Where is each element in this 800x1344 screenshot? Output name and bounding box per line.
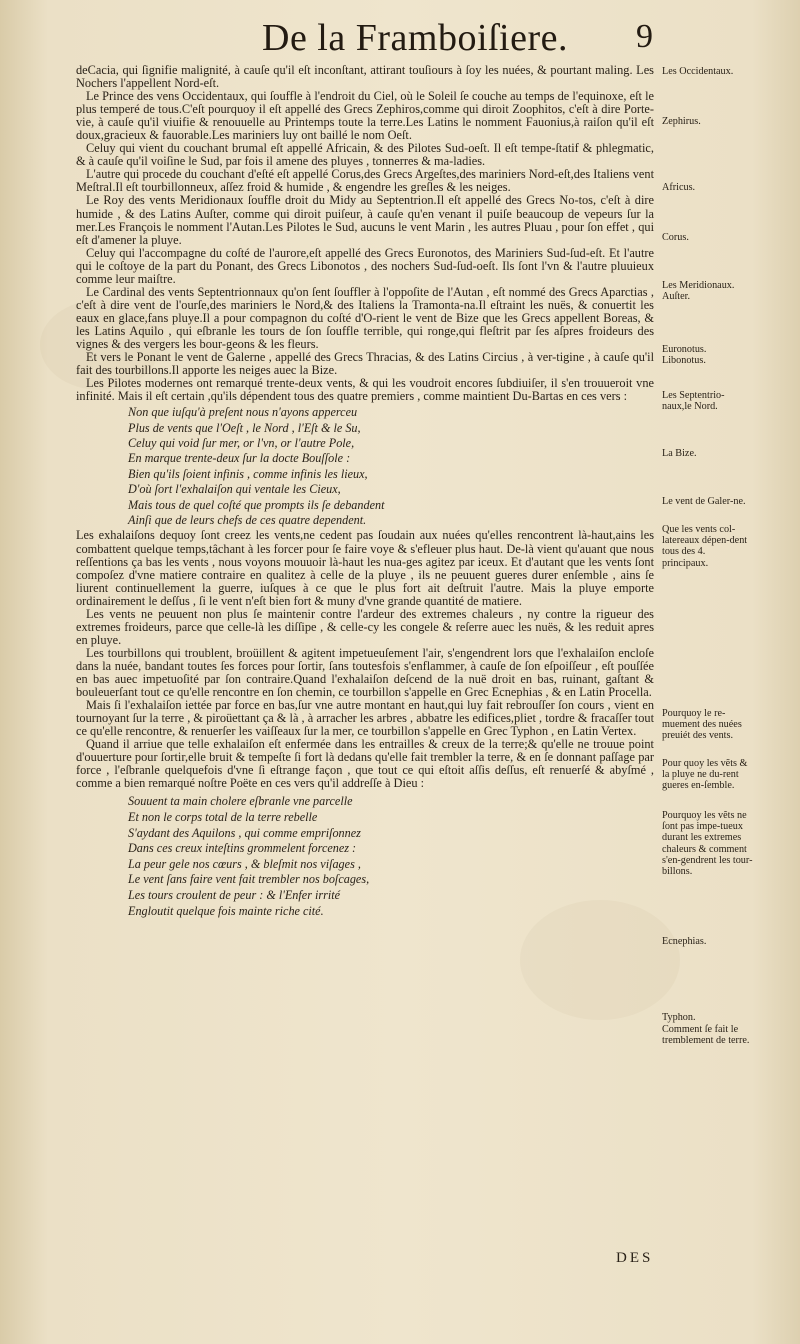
paragraph: Le Cardinal des vents Septentrionnaux qu'on ſent ſouffler à l'oppoſite de l'Autan , eſt nommé des Grecs Aparctias , c'eſt à dire vent de l'ourſe,des mariniers le Nord,& des Italiens la Tramonta-na.Il eſtraint les nuës, & conuertit les eaux en glace,fans pluye.Il a pour compagnon du coſté d'O-rient le vent de Bize que les Grecs appellent Boreas, & les Latins Aquilo , qui eſbranle les tours de ſon ſouffle terrible, qui ronge,qui fleſtrit par ſes aſpres froideurs des vignes & des vergers les bour-geons & les fleurs. — [76, 284, 654, 351]
verse-line: Le vent ſans faire vent fait trembler nos boſcages, — [128, 872, 370, 887]
page-header — [0, 14, 800, 62]
verse-block — [76, 405, 654, 528]
verse-line: Celuy qui void ſur mer, or l'vn, or l'autre Pole, — [128, 436, 355, 451]
paragraph: Celuy qui vient du couchant brumal eſt appellé Africain, & des Pilotes Sud-oeſt. Il eſt tempe-ſtatif & phlegmatic, & à cauſe qu'il voiſine le Sud, par fois il amene des pluyes , tonnerres & ma-ladies. — [76, 141, 654, 169]
verse-line: D'où ſort l'exhalaiſon qui ventale les Cieux, — [128, 482, 341, 497]
running-title: De la Framboiſiere. — [262, 17, 569, 59]
margin-note: Le vent de Galer-ne. — [662, 496, 746, 507]
margin-note: Euronotus. Libonotus. — [662, 344, 707, 367]
margin-note: Les Septentrio-naux,le Nord. — [662, 390, 725, 413]
verse-line: Souuent ta main cholere eſbranle vne parcelle — [128, 794, 353, 809]
verse-line: Dans ces creux inteſtins grommelent forcenez : — [128, 841, 357, 856]
margin-note: Pourquoy le re-muement des nuées preuiét des vents. — [662, 708, 742, 742]
verse-line: Engloutit quelque fois mainte riche cité. — [128, 903, 324, 918]
margin-note: Pour quoy les vẽts & la pluye ne du-rent gueres en-ſemble. — [662, 758, 748, 792]
margin-note: Africus. — [662, 182, 696, 193]
margin-note: Corus. — [662, 232, 689, 243]
paragraph: Les Pilotes modernes ont remarqué trente-deux vents, & qui les voudroit encores ſubdiuiſer, il s'en trouueroit vne infinité. Mais il eſt certain ,qu'ils dépendent tous des quatre premiers , comme maintient Du-Bartas en ces vers : — [76, 376, 654, 404]
verse-line: Bien qu'ils ſoient infinis , comme infinis les lieux, — [128, 466, 368, 481]
margin-note: Zephirus. — [662, 116, 701, 127]
verse-line: Non que iuſqu'à preſent nous n'ayons apperceu — [128, 405, 358, 420]
paragraph: Mais ſi l'exhalaiſon iettée par force en bas,ſur vne autre montant en haut,qui luy fait rebrouſſer ſon cours , vient en tournoyant ſur la terre , & piroüettant ça & là , à arracher les arbres , abbatre les edifices,pliet , tordre & fracaſſer tout ce qu'elle rencontre, & renuerſer les vaiſſeaux ſur la mer, ce tourbillon s'appelle en Grec Typhon , en Latin Vertex. — [76, 698, 654, 739]
paragraph: Le Roy des vents Meridionaux ſouffle droit du Midy au Septentrion.Il eſt appellé des Grecs No-tos, c'eſt à dire humide , & des Latins Auſter, comme qui diroit puiſeur, à cauſe qu'en venant il puiſe beaucoup de vepeurs ſur la mer.Les François le nomment l'Autan.Les Pilotes le Sud, aucuns le vent Marin , les autres Pluau , pour ſon effet , qui eſt d'amener la pluye. — [76, 193, 654, 247]
verse-line: S'aydant des Aquilons , qui comme empriſonnez — [128, 825, 361, 840]
paragraph: L'autre qui procede du couchant d'eſté eſt appellé Corus,des Grecs Argeſtes,des mariniers Nord-eſt,des Italiens vent Meſtral.Il eſt tourbillonneux, aſſez froid & humide , & engendre les greſles & les neiges. — [76, 167, 654, 195]
paragraph: deCacia, qui ſignifie malignité, à cauſe qu'il eſt inconſtant, attirant touſiours à ſoy les nuées, & pourtant maling. Les Nochers l'appellent Nord-eſt. — [76, 63, 654, 91]
paragraph: Les tourbillons qui troublent, broüillent & agitent impetueuſement l'air, s'engendrent lors que l'exhalaiſon encloſe dans la nuée, bandant toutes ſes forces pour ſortir, ſans toutesfois s'enflammer, à cauſe de ſon eſpoiſſeur , eſt pouſſée en bas auec impetuoſité par ſon contraire.Quand l'exhalaiſon deſcend de la nuë droit en bas, ruinant, gaſtant & bouleuerſant tout ce qu'elle rencontre en ſon chemin, ce tourbillon s'appelle en Grec Ecnephias , & en Latin Procella. — [76, 645, 654, 700]
margin-note: Typhon. — [662, 1012, 696, 1023]
verse-line: Mais tous de quel coſté que prompts ils ſe debandent — [128, 497, 385, 512]
paragraph: Le Prince des vens Occidentaux, qui ſouffle à l'endroit du Ciel, où le Soleil ſe couche au temps de l'equinoxe, eſt le plus temperé de tous.C'eſt pourquoy il eſt appellé des Grecs Zephiros,comme qui diroit Zoophitos, c'eſt à dire Porte-vie, à cauſe qu'il viuifie & renouuelle au Printemps toute la terre.Les Latins le nomment Fauonius,à raiſon qu'il eſt doux,gracieux & fauorable.Les mariniers luy ont baillé le nom Oeſt. — [76, 89, 654, 143]
margin-note: Comment ſe fait le tremblement de terre. — [662, 1024, 750, 1047]
verse-line: Les tours croulent de peur : & l'Enfer irrité — [128, 887, 341, 902]
verse-line: La peur gele nos cœurs , & bleſmit nos viſages , — [128, 856, 361, 871]
page-number: 9 — [636, 18, 653, 55]
paragraph: Les vents ne peuuent non plus ſe maintenir contre l'ardeur des extremes chaleurs , ny contre la rigueur des extremes froideurs, parce que celle-là les diſſipe , & celle-cy les congele & reſerre auec les nuës, & les reduit apres en pluye. — [76, 606, 654, 647]
verse-block — [76, 794, 654, 919]
margin-note: Les Meridionaux. Auſter. — [662, 280, 735, 303]
margin-note: La Bize. — [662, 448, 697, 459]
margin-note: Ecnephias. — [662, 936, 707, 947]
margin-note: Les Occidentaux. — [662, 66, 734, 77]
margin-note: Pourquoy les vẽts ne ſont pas impe-tueux durant les extremes chaleurs & comment s'en-gendrent les tour-billons. — [662, 810, 753, 878]
margin-note: Que les vents col-latereaux dépen-dent tous des 4. principaux. — [662, 524, 748, 569]
paragraph: Les exhalaiſons dequoy ſont creez les vents,ne cedent pas ſoudain aux nuées qu'elles rencontrent là-haut,ains les combattent quelque temps,tâchant à les forcer pour ſe faire voye & s'efleuer plus haut. De-là vient qu'auant que nous reſſentions ça bas les vents , nous voyons mouuoir là-haut les nua-ges agitez par iceux. Et d'autant que les vents ſont compoſez d'vne matiere contraire en qualitez à celle de la pluye , ils ne peuuent gueres durer enſemble , ains ſe liurent continuellement la guerre, iuſques à ce que le plus fort ait deſtruit l'autre. Mais la pluye emporte ordinairement le deſſus , ſi le vent n'eſt bien fort & muny d'vne grande quantité de matiere. — [76, 528, 654, 608]
verse-line: Et non le corps total de la terre rebelle — [128, 810, 318, 824]
paragraph: Et vers le Ponant le vent de Galerne , appellé des Grecs Thracias, & des Latins Circius , à ver-tigine , à cauſe qu'il fait des tourbillons.Il apporte les neiges auec la Bize. — [76, 350, 654, 378]
catchword: DES — [616, 1250, 654, 1266]
main-text — [76, 64, 654, 919]
paragraph: Quand il arriue que telle exhalaiſon eſt enfermée dans les entrailles & creux de la terre;& qu'elle ne trouue point d'ouuerture pour ſortir,elle bruit & tempeſte ſi fort là dedans qu'elle fait trembler la terre, & en ſe donnant paſſage par force , l'eſbranle quelquefois d'vne ſi eſtrange façon , que tout ce qui eſtoit aſſis deſſus, eſt renuerſé & abyſmé , comme a bien remarqué noſtre Poëte en ces vers qu'il addreſſe à Dieu : — [76, 737, 654, 791]
verse-line: Plus de vents que l'Oeſt , le Nord , l'Eſt & le Su, — [128, 420, 361, 435]
verse-line: En marque trente-deux ſur la docte Bouſſole : — [128, 451, 351, 466]
paragraph: Celuy qui l'accompagne du coſté de l'aurore,eſt appellé des Grecs Euronotos, des Mariniers Sud-ſud-eſt. Et l'autre qui le coſtoye de la part du Ponant, des Grecs Libonotos , des nochers Sud-ſud-oeſt. Ils ſont l'vn & l'autre pluuieux comme leur maiſtre. — [76, 245, 654, 286]
verse-line: Ainſi que de leurs chefs de ces quatre dependent. — [128, 513, 367, 528]
